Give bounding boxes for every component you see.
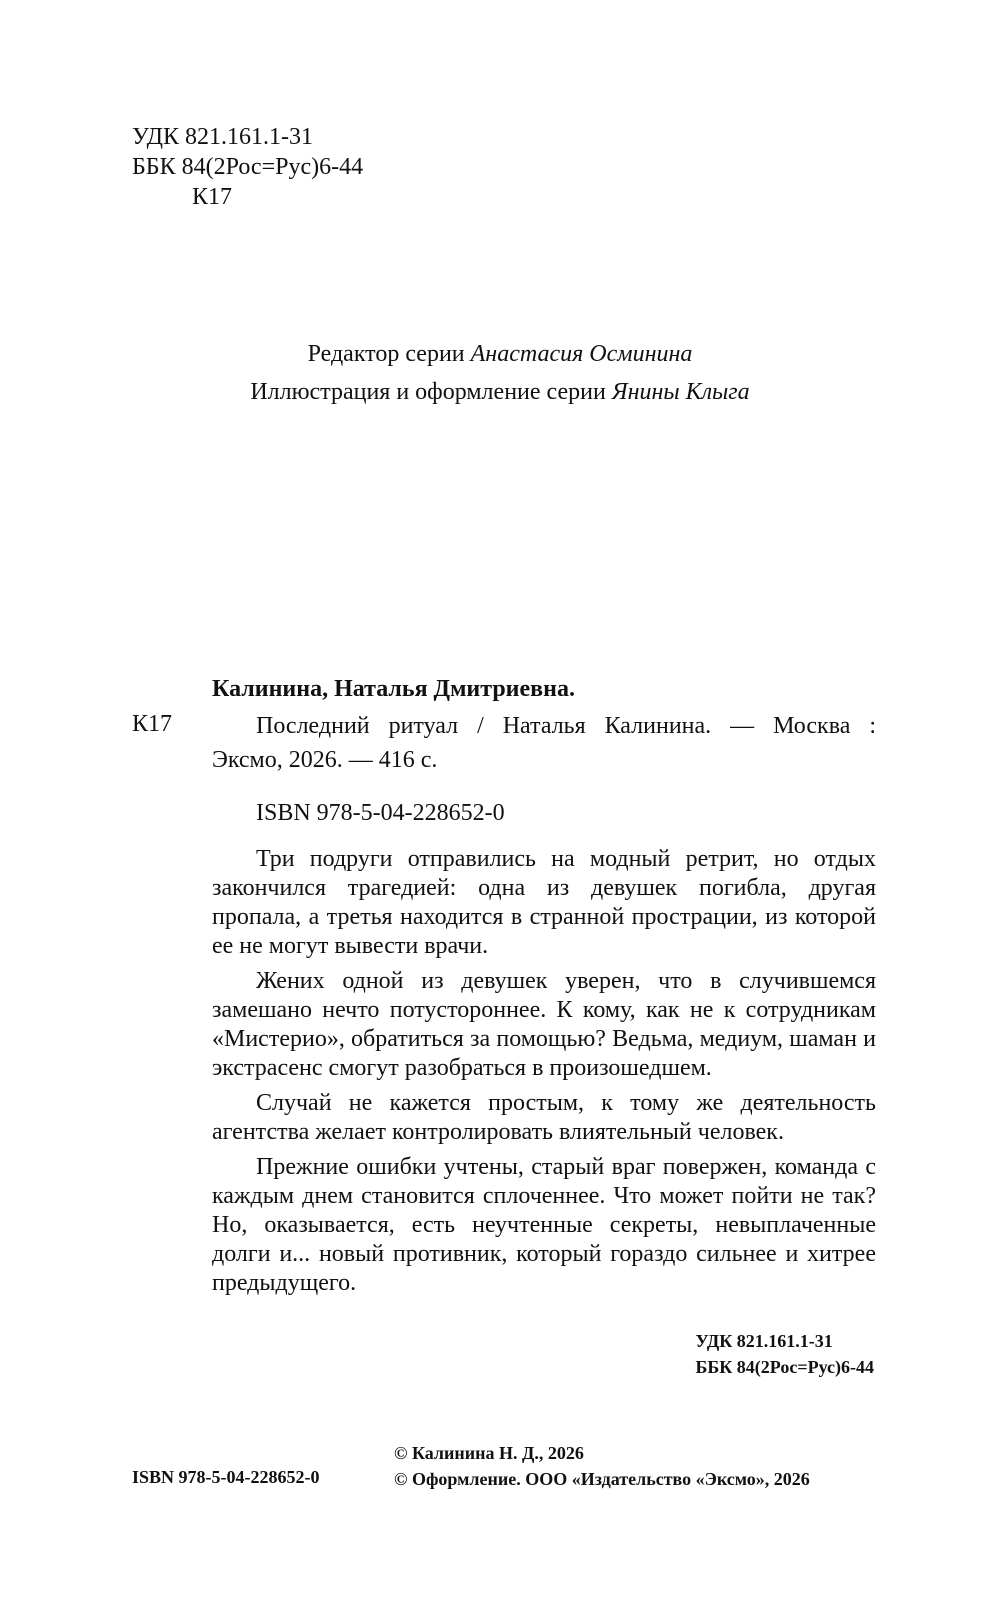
series-credits <box>0 335 1000 411</box>
publisher-line: Эксмо, 2026. — 416 с. <box>212 747 438 773</box>
editor-credit <box>0 335 1000 373</box>
bib-author-mark: К17 <box>132 711 173 737</box>
bottom-udk-code: УДК 821.161.1-31 <box>695 1331 833 1351</box>
annotation-paragraph: Три подруги отправились на модный ретрит, но отдых закончился трагедией: одна из девушек погибла, другая пропала, а третья находится в странной прострации, из которой ее не могут вывести врачи. <box>212 846 876 959</box>
bottom-bbk-code: ББК 84(2Рос=Рус)6-44 <box>695 1357 874 1377</box>
annotation <box>212 845 876 1304</box>
top-bbk-code: ББК 84(2Рос=Рус)6-44 <box>132 154 364 180</box>
top-classification-codes <box>132 122 363 212</box>
top-udk-code: УДК 821.161.1-31 <box>132 124 313 150</box>
footer-isbn: ISBN 978-5-04-228652-0 <box>132 1467 320 1487</box>
illustration-label: Иллюстрация и оформление серии <box>250 379 612 405</box>
copyright-block <box>394 1440 810 1492</box>
illustration-name: Янины Клыга <box>611 379 750 405</box>
bottom-classification-codes <box>695 1328 874 1380</box>
bib-isbn: ISBN 978-5-04-228652-0 <box>256 800 505 826</box>
author-heading: Калинина, Наталья Дмитриевна. <box>212 676 575 702</box>
editor-name: Анастасия Осминина <box>470 341 693 367</box>
copyright-author: © Калинина Н. Д., 2026 <box>394 1443 584 1463</box>
annotation-paragraph: Случай не кажется простым, к тому же деятельность агентства желает контролировать влиятельный человек. <box>212 1090 876 1145</box>
annotation-paragraph: Прежние ошибки учтены, старый враг повержен, команда с каждым днем становится сплоченнее. Что может пойти не так? Но, оказывается, есть неучтенные секреты, невыплаченные долги и... новый противник, который гораздо сильнее и хитрее предыдущего. <box>212 1154 876 1296</box>
copyright-design: © Оформление. ООО «Издательство «Эксмо», 2026 <box>394 1469 810 1489</box>
bibliographic-description <box>212 709 876 777</box>
top-author-mark: К17 <box>192 184 233 210</box>
title-line: Последний ритуал / Наталья Калинина. — Москва : <box>256 713 876 739</box>
illustration-credit <box>0 373 1000 411</box>
editor-label: Редактор серии <box>307 341 471 367</box>
annotation-paragraph: Жених одной из девушек уверен, что в случившемся замешано нечто потустороннее. К кому, как не к сотрудникам «Мистерио», обратиться за помощью? Ведьма, медиум, шаман и экстрасенс смогут разобраться в произошедшем. <box>212 968 876 1081</box>
